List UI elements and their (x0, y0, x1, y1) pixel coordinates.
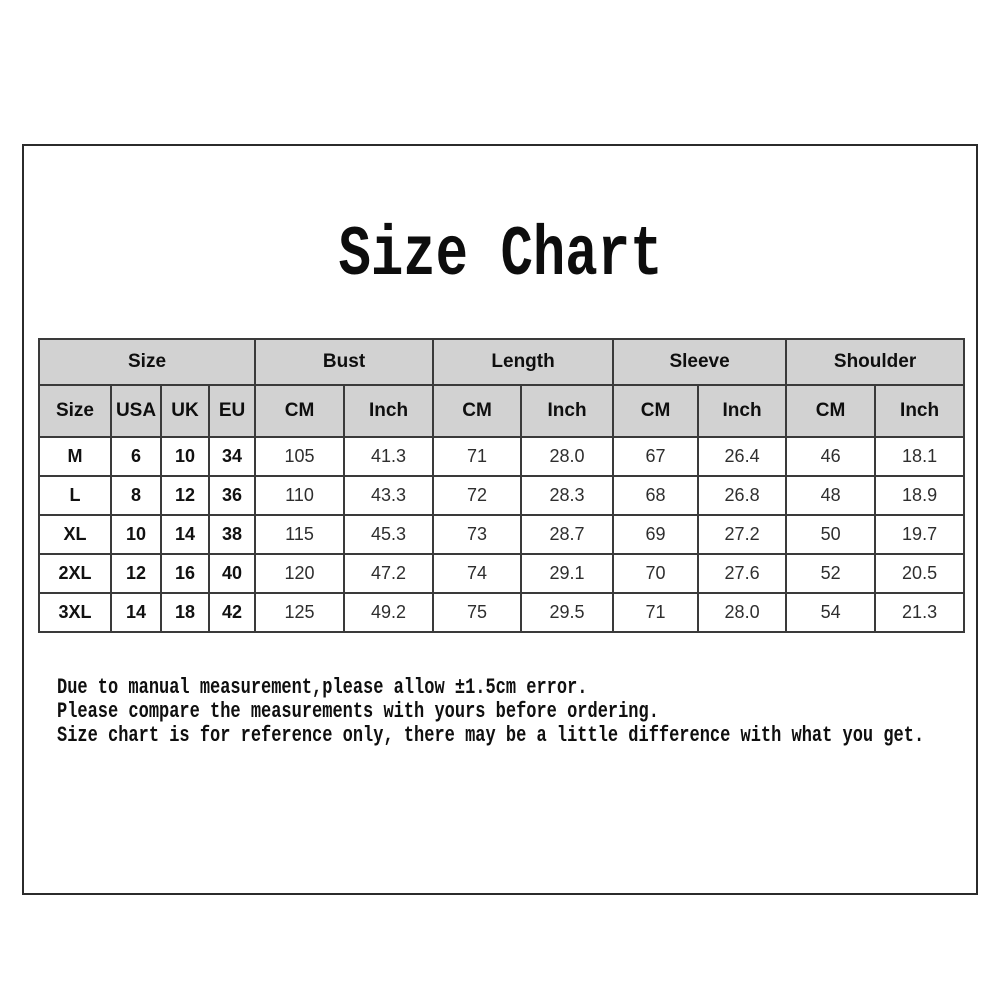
measurement-cell: 71 (613, 593, 698, 632)
measurement-cell: 28.0 (521, 437, 613, 476)
measurement-cell: 69 (613, 515, 698, 554)
measurement-cell: 75 (433, 593, 521, 632)
table-row (39, 515, 964, 554)
column-header-sleeve-inch: Inch (698, 385, 786, 437)
measurement-cell: 72 (433, 476, 521, 515)
measurement-cell: 68 (613, 476, 698, 515)
measurement-cell: 38 (209, 515, 255, 554)
measurement-cell: 74 (433, 554, 521, 593)
note-line (57, 700, 924, 724)
column-header-size: Size (39, 385, 111, 437)
measurement-cell: 115 (255, 515, 344, 554)
measurement-cell: 16 (161, 554, 209, 593)
measurement-cell: 26.8 (698, 476, 786, 515)
table-body (39, 437, 964, 632)
column-header-bust-cm: CM (255, 385, 344, 437)
table-header (39, 339, 964, 437)
measurement-cell: 29.1 (521, 554, 613, 593)
measurement-cell: 28.3 (521, 476, 613, 515)
measurement-cell: 125 (255, 593, 344, 632)
group-header-sleeve: Sleeve (613, 339, 786, 385)
measurement-cell: 18.9 (875, 476, 964, 515)
measurement-cell: 120 (255, 554, 344, 593)
row-size-label: 2XL (39, 554, 111, 593)
measurement-cell: 41.3 (344, 437, 433, 476)
measurement-cell: 18 (161, 593, 209, 632)
measurement-cell: 47.2 (344, 554, 433, 593)
size-table (38, 338, 965, 633)
table-row (39, 437, 964, 476)
measurement-cell: 20.5 (875, 554, 964, 593)
column-header-length-cm: CM (433, 385, 521, 437)
measurement-cell: 10 (111, 515, 161, 554)
column-header-uk: UK (161, 385, 209, 437)
measurement-cell: 36 (209, 476, 255, 515)
column-header-bust-inch: Inch (344, 385, 433, 437)
measurement-cell: 48 (786, 476, 875, 515)
measurement-cell: 28.7 (521, 515, 613, 554)
group-header-bust: Bust (255, 339, 433, 385)
measurement-cell: 27.6 (698, 554, 786, 593)
measurement-cell: 12 (161, 476, 209, 515)
measurement-cell: 43.3 (344, 476, 433, 515)
page-title (0, 216, 1001, 296)
column-header-eu: EU (209, 385, 255, 437)
group-header-shoulder: Shoulder (786, 339, 964, 385)
column-header-usa: USA (111, 385, 161, 437)
column-header-row (39, 385, 964, 437)
measurement-cell: 29.5 (521, 593, 613, 632)
measurement-cell: 67 (613, 437, 698, 476)
measurement-cell: 21.3 (875, 593, 964, 632)
table-row (39, 554, 964, 593)
row-size-label: L (39, 476, 111, 515)
note-line (57, 676, 924, 700)
measurement-cell: 10 (161, 437, 209, 476)
measurement-cell: 34 (209, 437, 255, 476)
measurement-cell: 71 (433, 437, 521, 476)
measurement-cell: 46 (786, 437, 875, 476)
measurement-cell: 49.2 (344, 593, 433, 632)
measurement-cell: 14 (111, 593, 161, 632)
measurement-cell: 14 (161, 515, 209, 554)
measurement-cell: 50 (786, 515, 875, 554)
measurement-cell: 73 (433, 515, 521, 554)
measurement-cell: 19.7 (875, 515, 964, 554)
page-title-text: Size Chart (338, 216, 663, 296)
measurement-cell: 105 (255, 437, 344, 476)
measurement-cell: 70 (613, 554, 698, 593)
group-header-length: Length (433, 339, 613, 385)
column-header-sleeve-cm: CM (613, 385, 698, 437)
measurement-cell: 26.4 (698, 437, 786, 476)
measurement-cell: 27.2 (698, 515, 786, 554)
measurement-cell: 28.0 (698, 593, 786, 632)
measurement-cell: 18.1 (875, 437, 964, 476)
row-size-label: M (39, 437, 111, 476)
column-header-length-inch: Inch (521, 385, 613, 437)
measurement-cell: 45.3 (344, 515, 433, 554)
note-text-3: Size chart is for reference only, there may be a little difference with what you get. (57, 724, 925, 749)
notes-block (57, 676, 924, 748)
group-header-size: Size (39, 339, 255, 385)
column-header-shoulder-cm: CM (786, 385, 875, 437)
note-text-1: Due to manual measurement,please allow ±1.5cm error. (57, 676, 588, 701)
measurement-cell: 8 (111, 476, 161, 515)
measurement-cell: 40 (209, 554, 255, 593)
measurement-cell: 42 (209, 593, 255, 632)
note-line (57, 724, 924, 748)
measurement-cell: 52 (786, 554, 875, 593)
measurement-cell: 110 (255, 476, 344, 515)
measurement-cell: 6 (111, 437, 161, 476)
row-size-label: XL (39, 515, 111, 554)
measurement-cell: 12 (111, 554, 161, 593)
measurement-cell: 54 (786, 593, 875, 632)
column-header-shoulder-inch: Inch (875, 385, 964, 437)
group-header-row (39, 339, 964, 385)
note-text-2: Please compare the measurements with yours before ordering. (57, 700, 659, 725)
row-size-label: 3XL (39, 593, 111, 632)
table-row (39, 476, 964, 515)
table-row (39, 593, 964, 632)
